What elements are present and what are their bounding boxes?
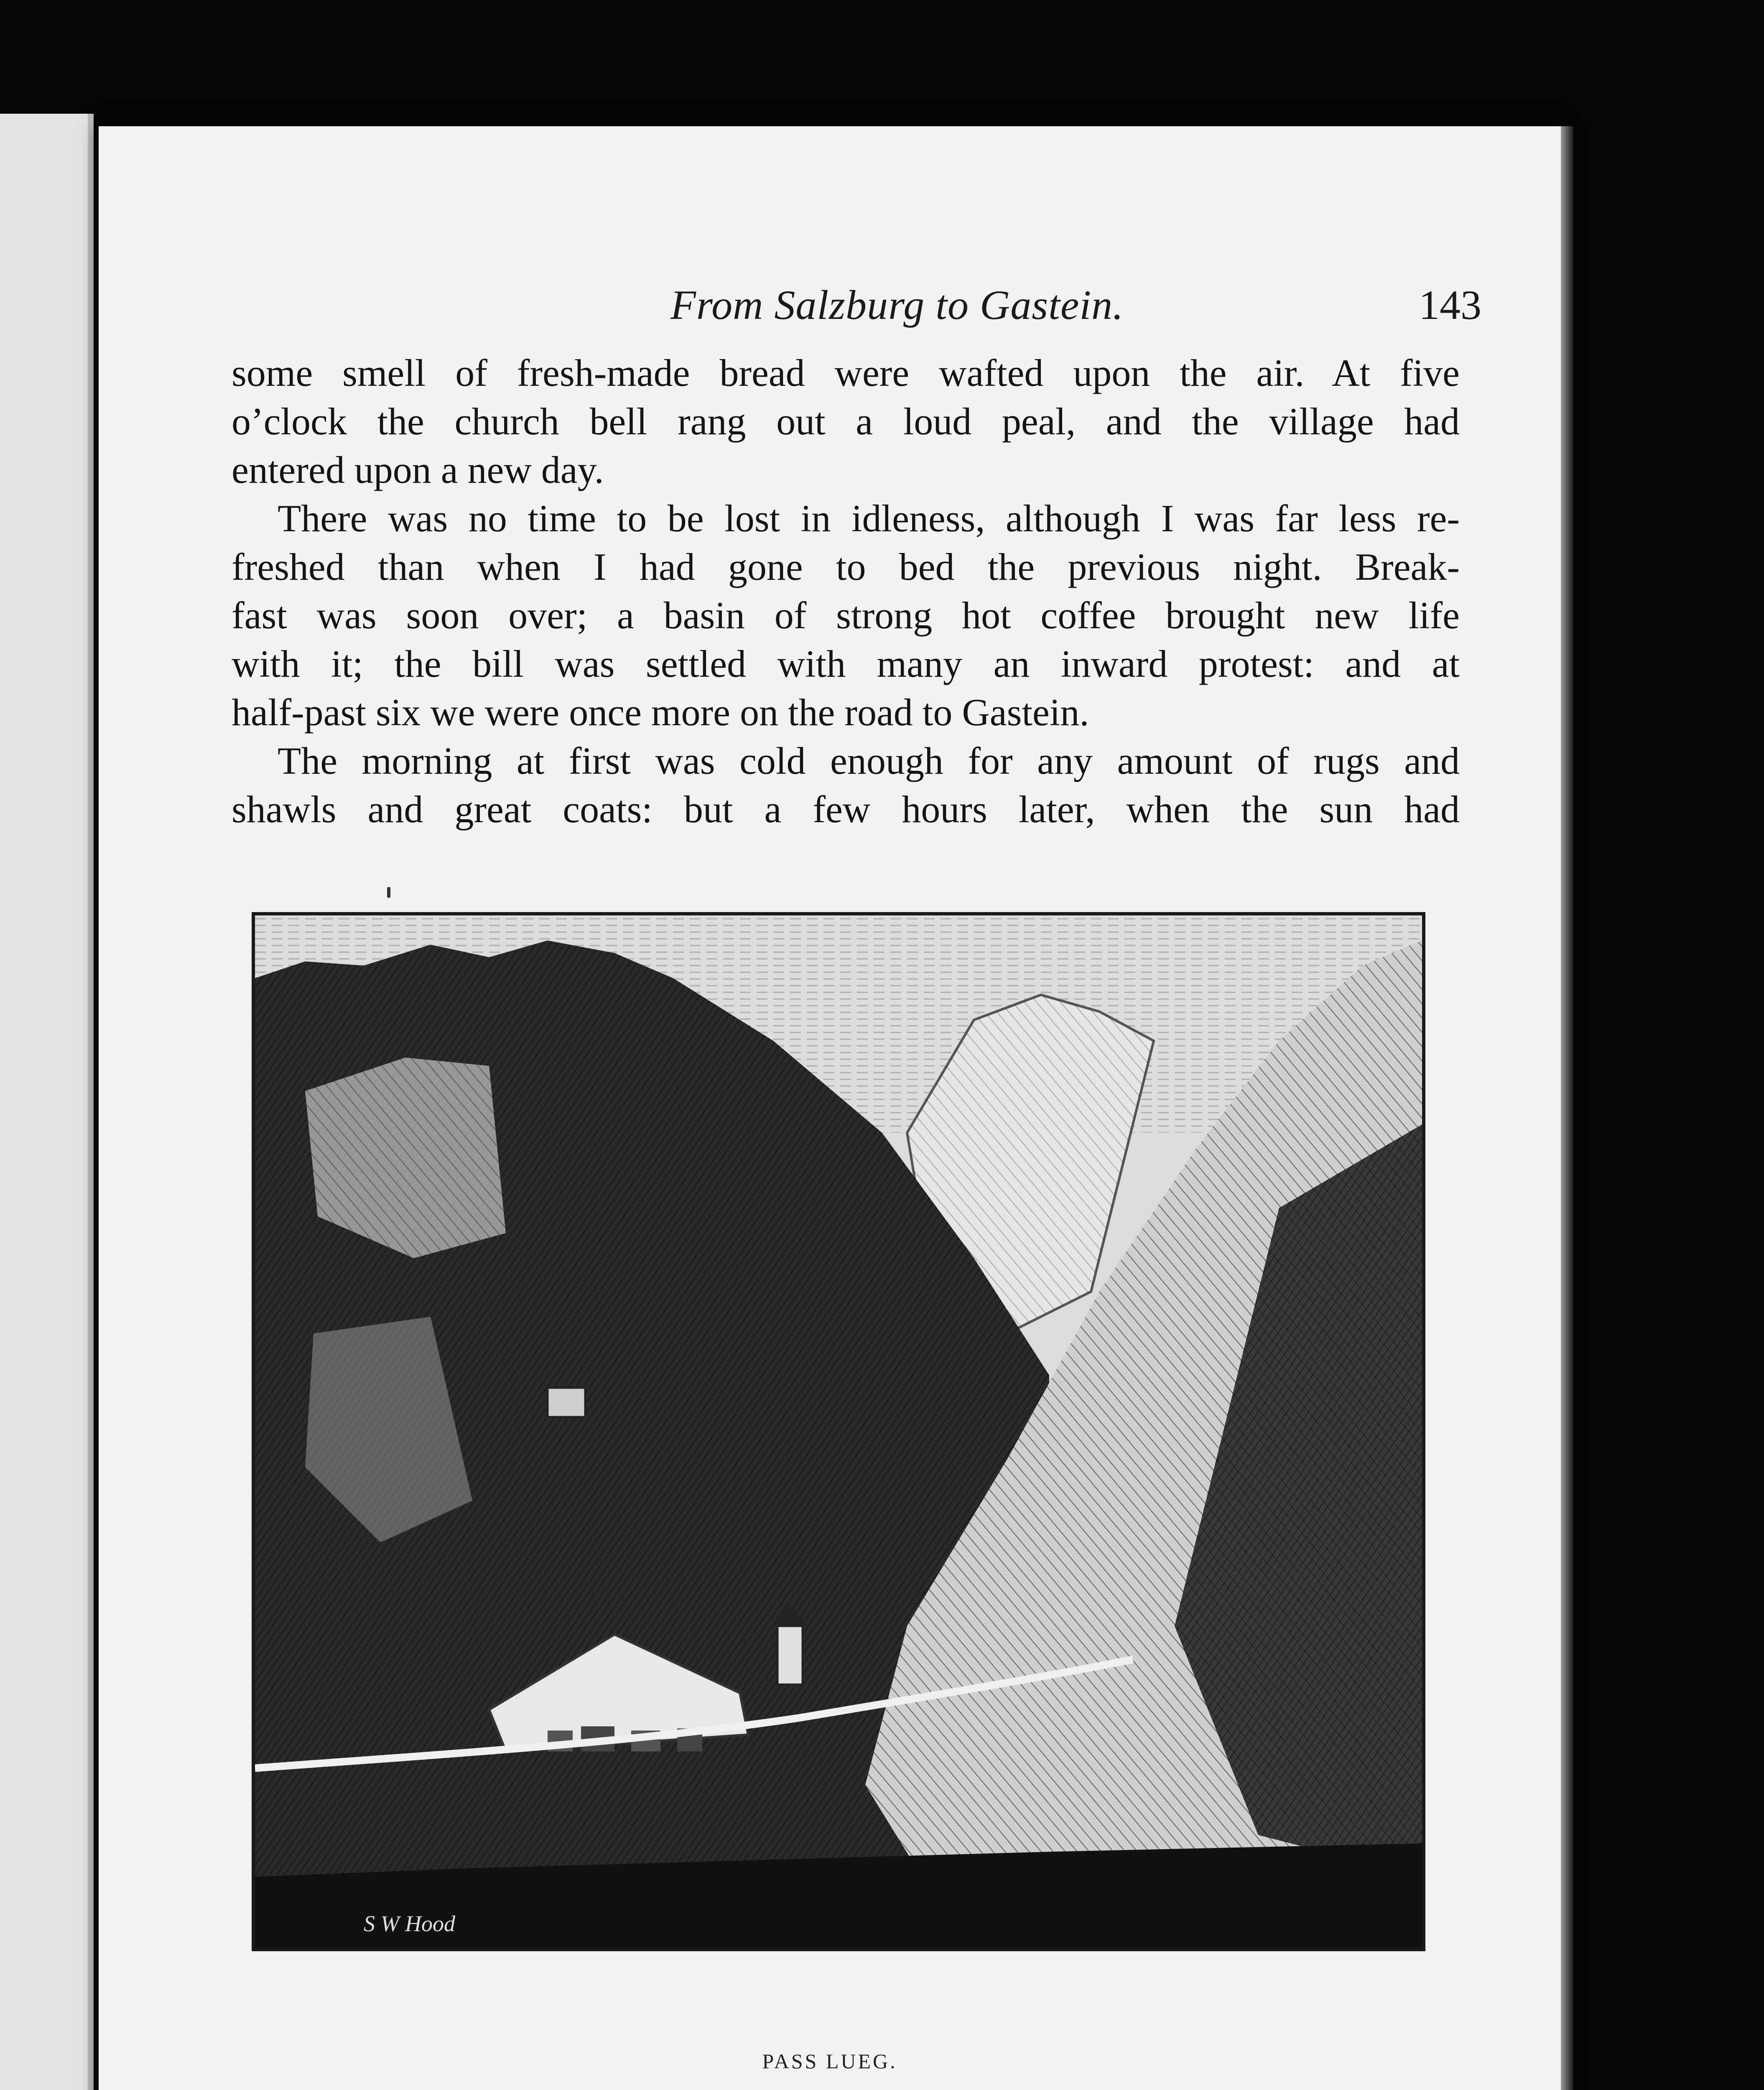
stray-ink-mark <box>387 887 390 898</box>
running-title: From Salzburg to Gastein. <box>670 282 1124 328</box>
engraving-pass-lueg <box>252 912 1425 1951</box>
body-text-top <box>232 349 1460 833</box>
text-line: fast was soon over; a basin of strong hot coffee brought new life <box>232 594 1460 637</box>
figure-caption: PASS LUEG. <box>762 2049 897 2073</box>
text-line: o’clock the church bell rang out a loud peal, and the village had <box>232 400 1460 443</box>
text-line: half-past six we were once more on the road to Gastein. <box>232 691 1089 734</box>
text-line: shawls and great coats: but a few hours later, when the sun had <box>232 788 1460 831</box>
text-line: entered upon a new day. <box>232 449 604 491</box>
text-line: The morning at first was cold enough for any amount of rugs and <box>278 739 1460 782</box>
book-page <box>99 126 1561 2090</box>
page-gutter-shadow <box>1561 126 1573 2090</box>
page-number: 143 <box>1419 282 1481 328</box>
text-line: There was no time to be lost in idleness, although I was far less re- <box>278 497 1460 540</box>
left-page-edge <box>0 114 94 2090</box>
text-line: some smell of fresh-made bread were wafted upon the air. At five <box>232 352 1460 394</box>
mountain-engraving <box>255 915 1422 1948</box>
engraver-signature: S W Hood <box>364 1911 455 1936</box>
running-head <box>99 281 1561 339</box>
text-line: freshed than when I had gone to bed the previous night. Break- <box>232 545 1460 588</box>
text-line: with it; the bill was settled with many an inward protest: and at <box>232 642 1460 685</box>
